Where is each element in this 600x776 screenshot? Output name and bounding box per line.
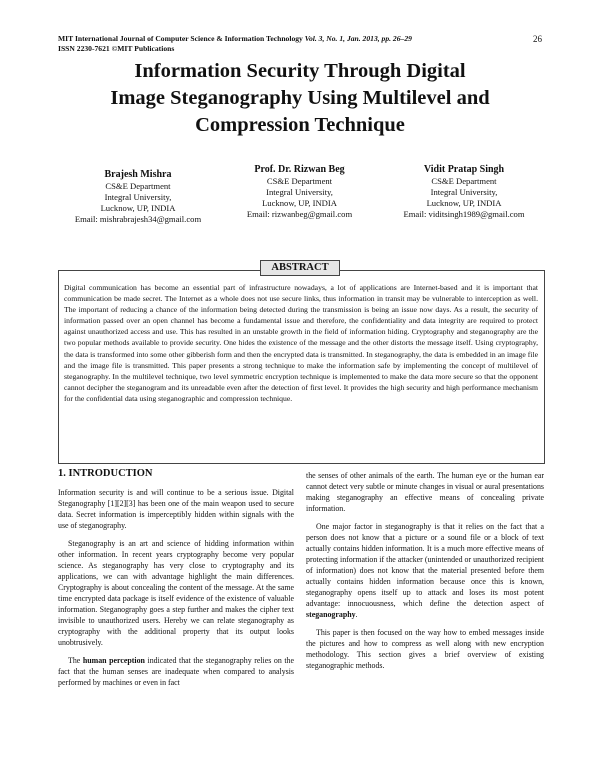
author-block	[58, 168, 218, 225]
author-email: Email: viditsingh1989@gmail.com	[403, 209, 525, 219]
paper-title	[40, 58, 560, 139]
author-city: Lucknow, UP, INDIA	[426, 198, 502, 208]
author-block	[382, 163, 546, 220]
paragraph	[306, 521, 544, 620]
author-dept: CS&E Department	[105, 181, 171, 191]
page-number: 26	[533, 34, 542, 44]
author-block	[222, 163, 377, 220]
section-heading: 1. INTRODUCTION	[58, 468, 153, 479]
text-run: indicated that the steganography relies on the fact that the human senses are inadequate when compared to analysis performed by machines or even in fact	[58, 656, 294, 687]
left-column	[58, 487, 294, 695]
author-dept: CS&E Department	[266, 176, 333, 186]
title-line: Information Security Through Digital	[134, 60, 466, 82]
right-column	[306, 470, 544, 678]
journal-name: MIT International Journal of Computer Science & Information Technology	[58, 34, 303, 43]
journal-header	[58, 34, 478, 54]
text-run: .	[355, 610, 358, 619]
abstract-text: Digital communication has become an essential part of infrastructure nowadays, a lot of applications are Internet-based and it is important that communication be made secret. The Internet as a whole does not use secure links, thus information in transit may be vulnerable to interception as well. The important of reducing a chance of the information being detected during the transmission is being an issue now days. As a result, the security of information passed over an open channel has become a fundamental issue and therefore, the confidentiality and data integrity are required to protect against unauthorized access and use. This has resulted in an unstable growth in the field of information hiding. Cryptography and steganography are the two popular methods available to provide security. One hides the existence of the message and the other distorts the message itself. Using cryptography, the data is transformed into some other gibberish form and then the encrypted data is transmitted. In steganography, the data is embedded in an image file and the image file is transmitted. This paper presents a strong technique to make the information safe by implementing the concept of multilevel of steganography. In the multilevel technique, two level symmetric encryption technique is implemented to make the data more secure so that the opponent cannot decipher the steganogram and its unreadable even after the detection of first level. It provides the high security and high performance mechanism for the confidential data using steganographic and compression technique.	[64, 283, 538, 403]
title-line: Image Steganography Using Multilevel and	[110, 87, 490, 109]
author-city: Lucknow, UP, INDIA	[100, 203, 176, 213]
paragraph	[58, 655, 294, 688]
bold-term: steganography	[306, 610, 356, 619]
author-university: Integral University,	[104, 192, 172, 202]
author-university: Integral University,	[266, 187, 333, 197]
paragraph: Information security is and will continue to be a serious issue. Digital Steganography [1][2][3] has been one of the main weapon used to secure data. Secret information is imperceptibly hidden within signals with the use of steganography.	[58, 488, 294, 530]
text-run: One major factor in steganography is that it relies on the fact that a person does not know that a picture or a sound file or a block of text actually contains hidden information. It is a much more effective means of protecting information if the attacker (unintended or unauthorized recipient of information) does not know that the material presented before them actually contains hidden information because once this is known, steganography opens itself up to attack and loses its most potent advantage: innocuousness, which define the detection aspect of	[306, 522, 544, 608]
paragraph: Steganography is an art and science of hidding information within other information. In recent years cryptography become very popular science. As steganography has very close to cryptography and its applications, we can with advantage highlight the main differences. Cryptography is about concealing the content of the message. At the same time encrypted data package is itself evidence of the existence of valuable information. Steganography goes a step further and makes the cipher text invisible to unauthorized users. Hereby we can relate steganography as cryptography with the additional property that its output looks unobtrusively.	[58, 539, 294, 647]
abstract-heading: ABSTRACT	[260, 260, 340, 276]
title-line: Compression Technique	[195, 114, 405, 136]
author-dept: CS&E Department	[431, 176, 497, 186]
author-name: Vidit Pratap Singh	[423, 164, 505, 175]
paragraph: the senses of other animals of the earth. The human eye or the human ear cannot detect very subtle or minute changes in visual or aural presentations making steganography an effective means of concealing private information.	[306, 471, 544, 513]
author-city: Lucknow, UP, INDIA	[262, 198, 337, 208]
author-university: Integral University,	[430, 187, 498, 197]
journal-issn: ISSN 2230-7621 ©MIT Publications	[58, 44, 175, 53]
bold-term: human perception	[82, 656, 145, 665]
author-name: Brajesh Mishra	[104, 169, 172, 180]
paragraph: This paper is then focused on the way how to embed messages inside the pictures and how to compress as well along with new encryption methodology. This section gives a brief overview of existing steganographic methods.	[306, 628, 544, 670]
author-email: Email: rizwanbeg@gmail.com	[246, 209, 353, 219]
author-name: Prof. Dr. Rizwan Beg	[254, 164, 345, 175]
text-run: The	[68, 656, 83, 665]
author-email: Email: mishrabrajesh34@gmail.com	[74, 214, 202, 224]
journal-volume: Vol. 3, No. 1, Jan. 2013, pp. 26–29	[304, 34, 412, 43]
